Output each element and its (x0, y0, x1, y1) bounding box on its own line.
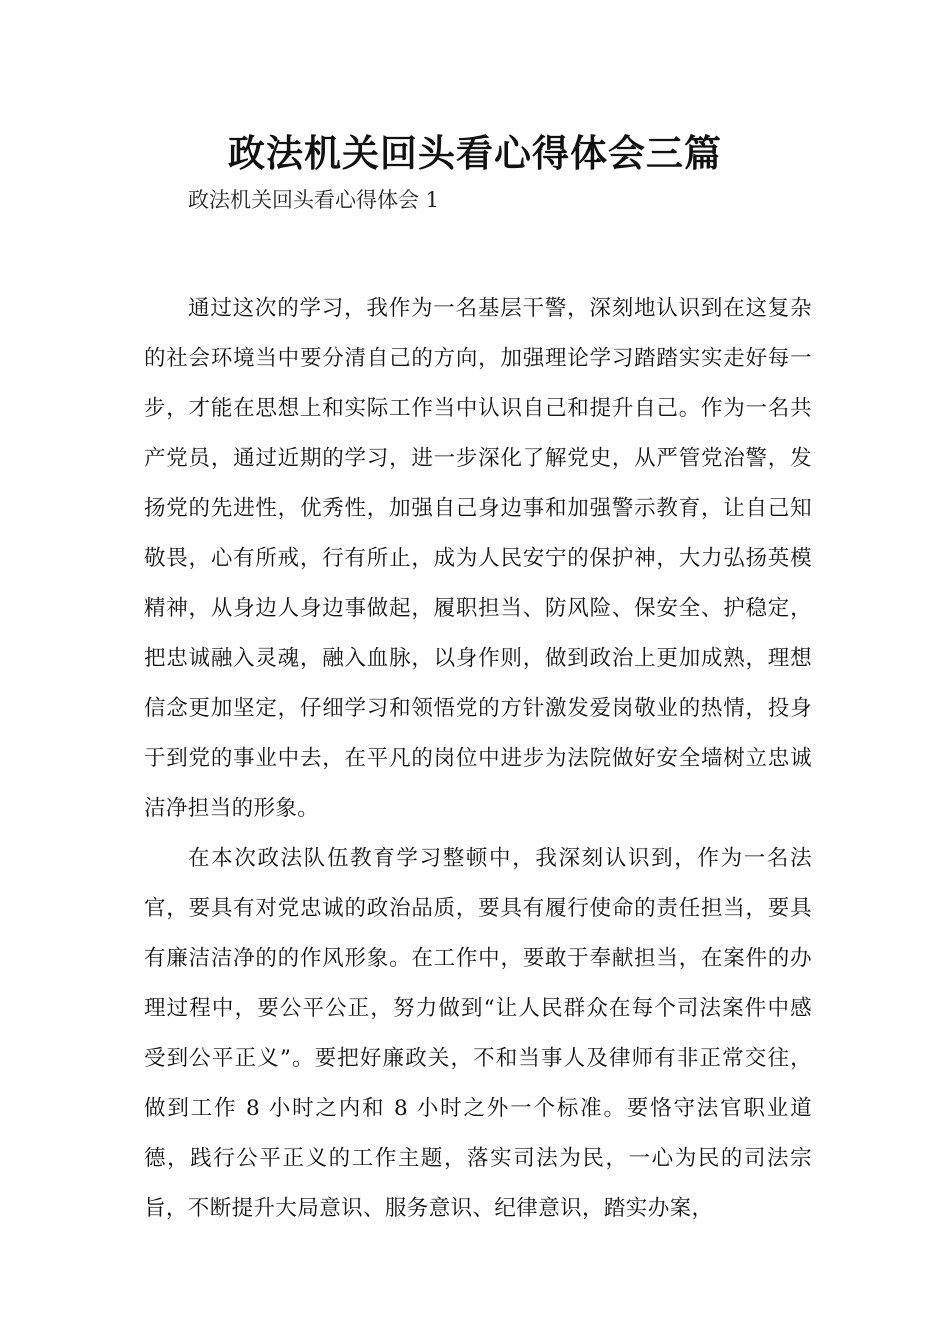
document-title: 政法机关回头看心得体会三篇 (228, 132, 722, 175)
document-body (144, 284, 812, 1234)
document-subtitle: 政法机关回头看心得体会 1 (188, 188, 440, 212)
paragraph-1: 通过这次的学习，我作为一名基层干警，深刻地认识到在这复杂的社会环境当中要分清自己的方向，加强理论学习踏踏实实走好每一步，才能在思想上和实际工作当中认识自己和提升自己。作为一名共产党员，通过近期的学习，进一步深化了解党史，从严管党治警，发扬党的先进性，优秀性，加强自己身边事和加强警示教育，让自己知敬畏，心有所戒，行有所止，成为人民安宁的保护神，大力弘扬英模精神，从身边人身边事做起，履职担当、防风险、保安全、护稳定，把忠诚融入灵魂，融入血脉，以身作则，做到政治上更加成熟，理想信念更加坚定，仔细学习和领悟党的方针激发爱岗敬业的热情，投身于到党的事业中去，在平凡的岗位中进步为法院做好安全墙树立忠诚洁净担当的形象。 (144, 296, 812, 821)
paragraph-2: 在本次政法队伍教育学习整顿中，我深刻认识到，作为一名法官，要具有对党忠诚的政治品质，要具有履行使命的责任担当，要具有廉洁洁净的的作风形象。在工作中，要敢于奉献担当，在案件的办理过程中，要公平公正，努力做到“让人民群众在每个司法案件中感受到公平正义”。要把好廉政关，不和当事人及律师有非正常交往，做到工作 8 小时之内和 8 小时之外一个标准。要恪守法官职业道德，践行公平正义的工作主题，落实司法为民，一心为民的司法宗旨，不断提升大局意识、服务意识、纪律意识，踏实办案， (144, 846, 812, 1221)
